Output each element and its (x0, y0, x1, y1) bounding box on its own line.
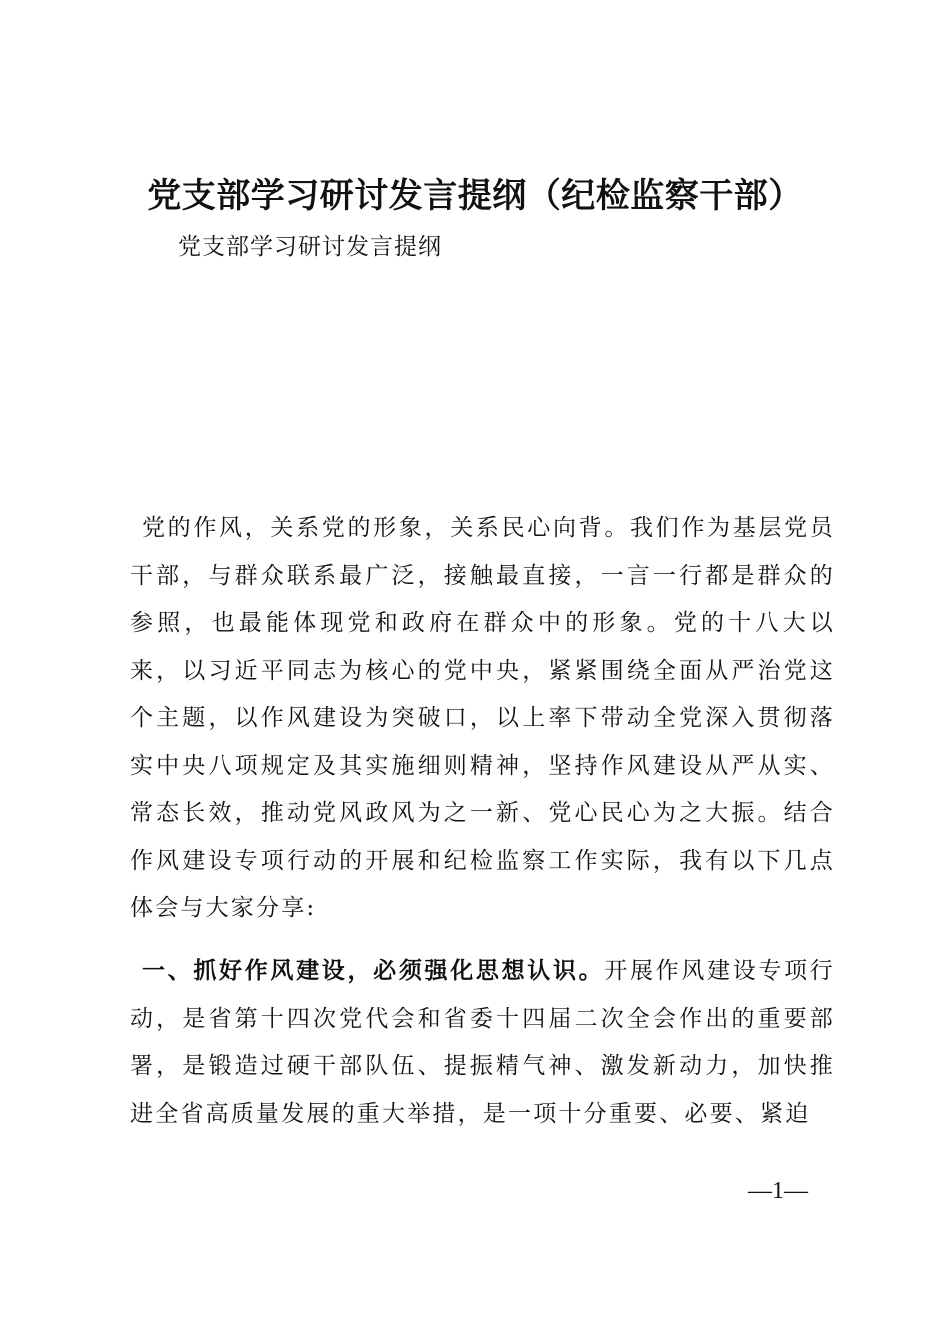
section-one-heading: 一、抓好作风建设，必须强化思想认识。 (142, 958, 605, 984)
section-one-paragraph (130, 948, 835, 1138)
document-subtitle: 党支部学习研讨发言提纲 (178, 234, 442, 260)
document-title: 党支部学习研讨发言提纲（纪检监察干部） (147, 176, 803, 216)
intro-paragraph: 党的作风，关系党的形象，关系民心向背。我们作为基层党员干部，与群众联系最广泛，接触最直接，一言一行都是群众的参照，也最能体现党和政府在群众中的形象。党的十八大以来，以习近平同志为核心的党中央，紧紧围绕全面从严治党这个主题，以作风建设为突破口，以上率下带动全党深入贯彻落实中央八项规定及其实施细则精神，坚持作风建设从严从实、常态长效，推动党风政风为之一新、党心民心为之大振。结合作风建设专项行动的开展和纪检监察工作实际，我有以下几点体会与大家分享: (130, 515, 835, 921)
section-one-text: 开展作风建设专项行动，是省第十四次党代会和省委十四届二次全会作出的重要部署，是锻造过硬干部队伍、提振精气神、激发新动力，加快推进全省高质量发展的重大举措，是一项十分重要、必要、紧迫 (130, 958, 835, 1127)
page-number: —1— (748, 1178, 808, 1204)
